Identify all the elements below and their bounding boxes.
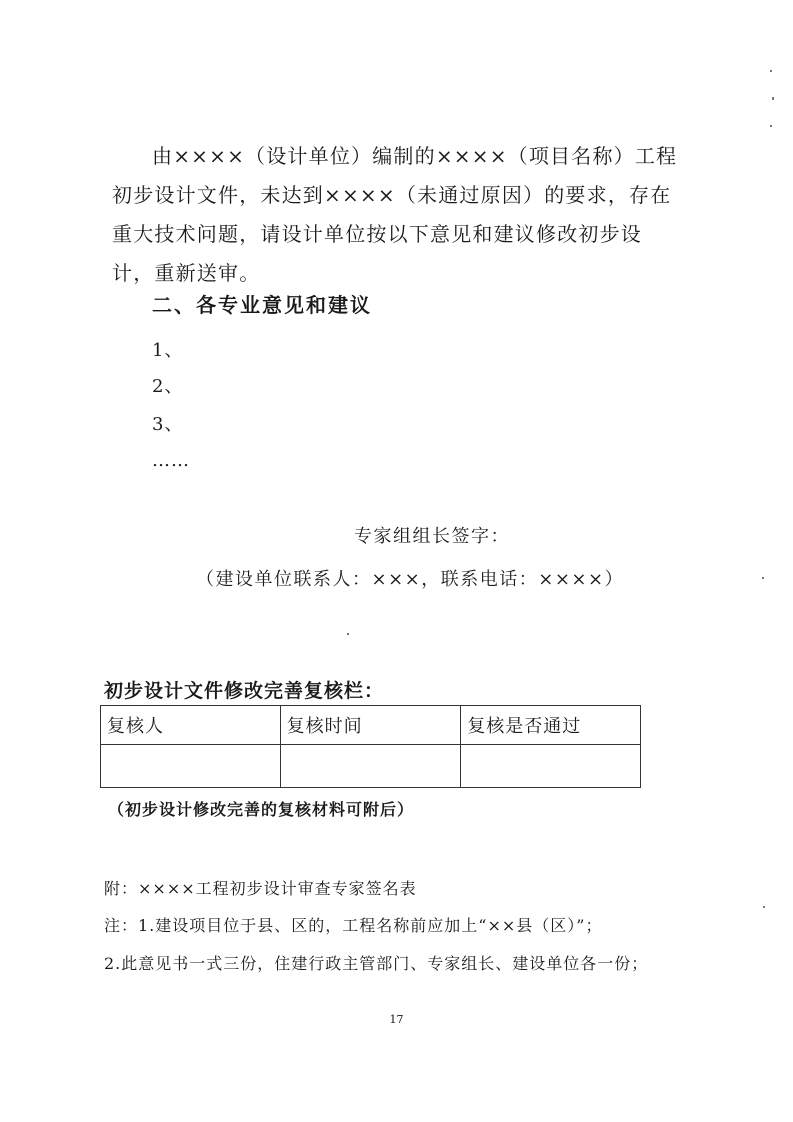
opinion-item-1: 1、 — [152, 340, 184, 361]
page-number: 17 — [389, 1013, 404, 1026]
intro-paragraph: 由××××（设计单位）编制的××××（项目名称）工程初步设计文件，未达到××××（未通过原因）的要求，存在重大技术问题，请设计单位按以下意见和建议修改初步设计，重新送审。 — [112, 144, 678, 285]
opinion-item-2: 2、 — [152, 376, 184, 397]
cell-review-time — [280, 745, 461, 788]
header-reviewer: 复核人 — [101, 706, 281, 745]
cell-reviewer — [101, 745, 281, 788]
note-line-1: 注：1.建设项目位于县、区的，工程名称前应加上“××县（区）”； — [104, 916, 603, 935]
review-section-title: 初步设计文件修改完善复核栏： — [104, 680, 385, 702]
header-review-passed: 复核是否通过 — [461, 706, 641, 745]
review-table — [100, 705, 641, 788]
note-line-2: 2.此意见书一式三份，住建行政主管部门、专家组长、建设单位各一份； — [104, 954, 649, 973]
cell-review-passed — [461, 745, 641, 788]
leader-signature-label: 专家组组长签字： — [354, 526, 510, 547]
opinion-item-ellipsis: …… — [152, 450, 190, 471]
review-note: （初步设计修改完善的复核材料可附后） — [108, 800, 415, 819]
section-heading: 二、各专业意见和建议 — [152, 293, 372, 317]
scan-speck — [762, 577, 764, 579]
opinion-item-3: 3、 — [152, 414, 184, 435]
contact-info: （建设单位联系人：×××，联系电话：××××） — [196, 569, 625, 590]
scan-speck — [347, 633, 349, 635]
scan-speck — [770, 125, 772, 127]
scan-speck — [770, 70, 772, 72]
header-review-time: 复核时间 — [280, 706, 461, 745]
review-table-row — [101, 745, 641, 788]
scan-speck — [763, 906, 765, 908]
scan-speck — [772, 97, 774, 100]
attachment-line: 附：××××工程初步设计审查专家签名表 — [104, 879, 417, 898]
review-table-header-row — [101, 706, 641, 745]
